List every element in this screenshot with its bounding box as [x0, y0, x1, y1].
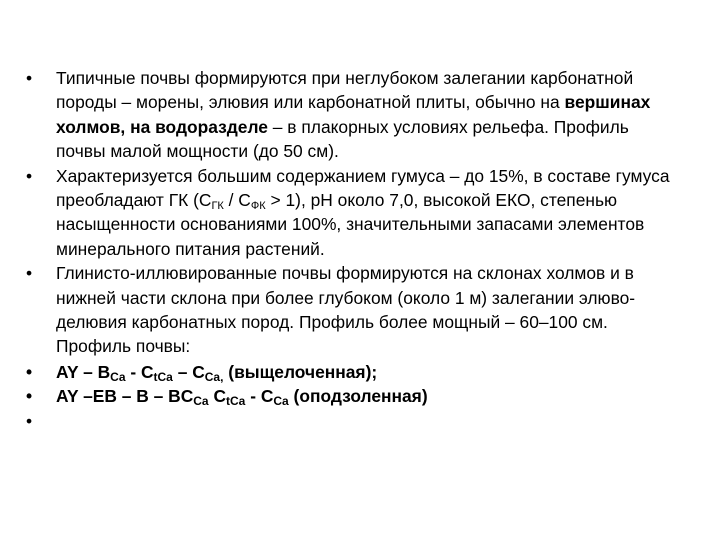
bullet-dot-icon: •	[26, 68, 33, 88]
subscript-text: ФК	[250, 200, 266, 213]
text-run: (оподзоленная)	[288, 386, 428, 407]
bullet-item	[26, 66, 676, 164]
bullet-item	[26, 384, 676, 408]
text-run: – в плакорных условиях рельефа. Профиль почвы малой мощности (до 50 см).	[56, 116, 629, 162]
text-run: > 1), рН около 7,0, высокой ЕКО, степенью насыщенности основаниями 100%, значительными запасами элементов минерального питания растений.	[56, 190, 645, 259]
text-run: Глинисто-иллювированные почвы формируются на склонах холмов и в нижней части склона при более глубоком (около 1 м) залегании элюво-делювия карбонатных пород. Профиль более мощный – 60–100 см. Профиль почвы:	[56, 263, 636, 357]
bullet-dot-icon: •	[26, 361, 33, 382]
bullet-text	[56, 386, 428, 409]
text-run: (выщелоченная);	[223, 361, 378, 382]
subscript-text: tCa	[153, 369, 173, 384]
text-run: C	[208, 386, 227, 407]
bullet-text	[56, 362, 377, 382]
bold-text: вершинах холмов, на водоразделе	[56, 92, 651, 137]
bullet-dot-icon: •	[26, 410, 33, 431]
subscript-text: Ca,	[204, 369, 224, 384]
bullet-list	[26, 66, 676, 433]
bullet-item	[26, 164, 676, 262]
text-run: / С	[223, 190, 251, 211]
subscript-text: ГК	[211, 200, 224, 213]
bullet-text	[56, 263, 635, 356]
text-run: AY – B	[56, 361, 111, 382]
text-run: AY –EB – B – BC	[56, 386, 194, 407]
text-run: Характеризуется большим содержанием гумуса – до 15%, в составе гумуса преобладают ГК (С	[56, 165, 670, 211]
subscript-text: Ca	[273, 394, 289, 409]
bullet-dot-icon: •	[26, 165, 33, 186]
bullet-item	[26, 360, 676, 384]
text-run: Типичные почвы формируются при неглубоком залегании карбонатной породы – морены, элювия или карбонатной плиты, обычно на	[56, 68, 634, 113]
bullet-text	[56, 68, 650, 161]
bullet-dot-icon: •	[26, 386, 33, 407]
subscript-text: Ca	[193, 394, 209, 409]
text-run: – C	[172, 361, 205, 382]
bullet-dot-icon: •	[26, 263, 33, 284]
text-run: - C	[125, 361, 154, 382]
bullet-item	[26, 409, 676, 433]
text-run: - C	[245, 386, 274, 407]
subscript-text: Ca	[110, 369, 126, 384]
bullet-item	[26, 261, 676, 359]
subscript-text: tCa	[226, 394, 246, 409]
bullet-text	[56, 166, 670, 259]
